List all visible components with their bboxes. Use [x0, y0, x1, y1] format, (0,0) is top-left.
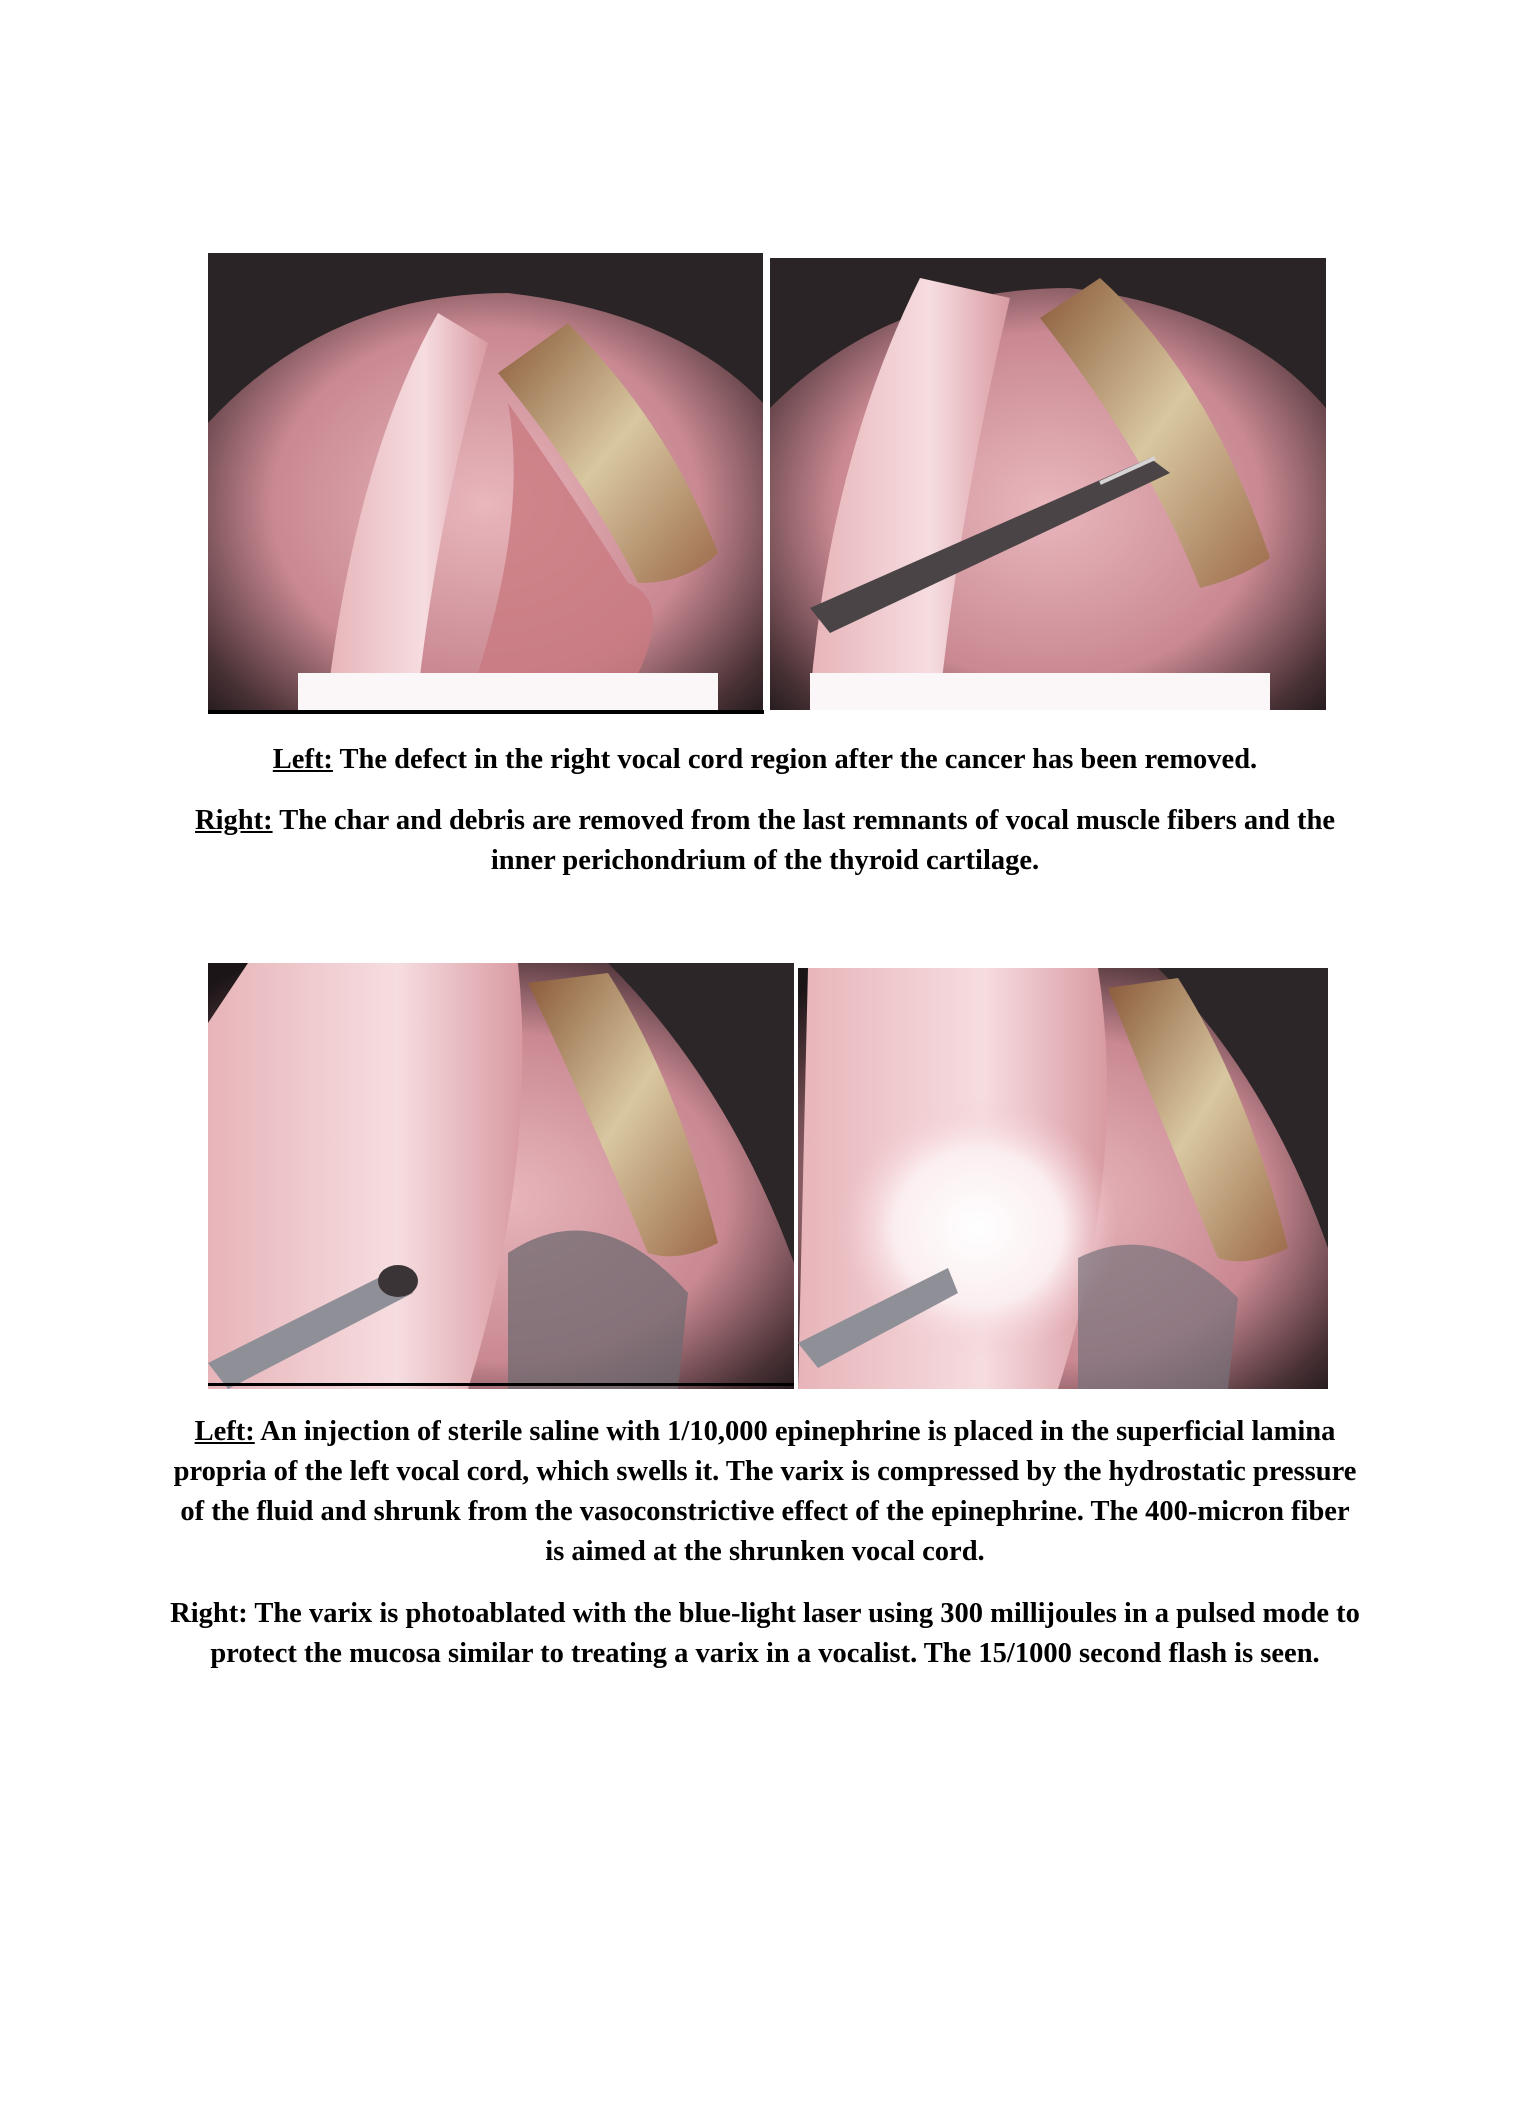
endoscopic-photo-icon: [208, 963, 794, 1389]
endoscopic-photo-bottom-left: [208, 963, 794, 1389]
endoscopic-photo-top-right: [770, 258, 1326, 710]
caption-lead-left: Left:: [194, 1416, 255, 1447]
caption-bottom-right: [170, 1594, 1360, 1674]
caption-text: The defect in the right vocal cord region after the cancer has been removed.: [332, 744, 1258, 775]
caption-bottom-left: [170, 1412, 1360, 1572]
endoscopic-photo-top-left: [208, 253, 763, 710]
endoscopic-photo-icon: [208, 253, 763, 710]
endoscopic-photo-icon: [770, 258, 1326, 710]
caption-text: The char and debris are removed from the last remnants of vocal muscle fibers and the inner perichondrium of the thyroid cartilage.: [272, 805, 1335, 876]
caption-lead-right: Right:: [195, 805, 273, 836]
caption-lead-left: Left:: [272, 744, 333, 775]
caption-top-left: [170, 740, 1360, 780]
caption-top-right: [170, 801, 1360, 881]
caption-text: An injection of sterile saline with 1/10,000 epinephrine is placed in the superficial lamina propria of the left vocal cord, which swells it. The varix is compressed by the hydrostatic pressure of the fluid and shrunk from the vasoconstrictive effect of the epinephrine. The 400-micron fiber is aimed at the shrunken vocal cord.: [173, 1416, 1357, 1567]
endoscopic-photo-icon: [798, 968, 1328, 1389]
caption-text: Right: The varix is photoablated with the blue-light laser using 300 millijoules in a pulsed mode to protect the mucosa similar to treating a varix in a vocalist. The 15/1000 second flash is seen.: [170, 1598, 1360, 1669]
photo-divider-rule: [208, 710, 764, 714]
photo-divider-rule: [208, 1383, 794, 1386]
endoscopic-photo-bottom-right: [798, 968, 1328, 1389]
